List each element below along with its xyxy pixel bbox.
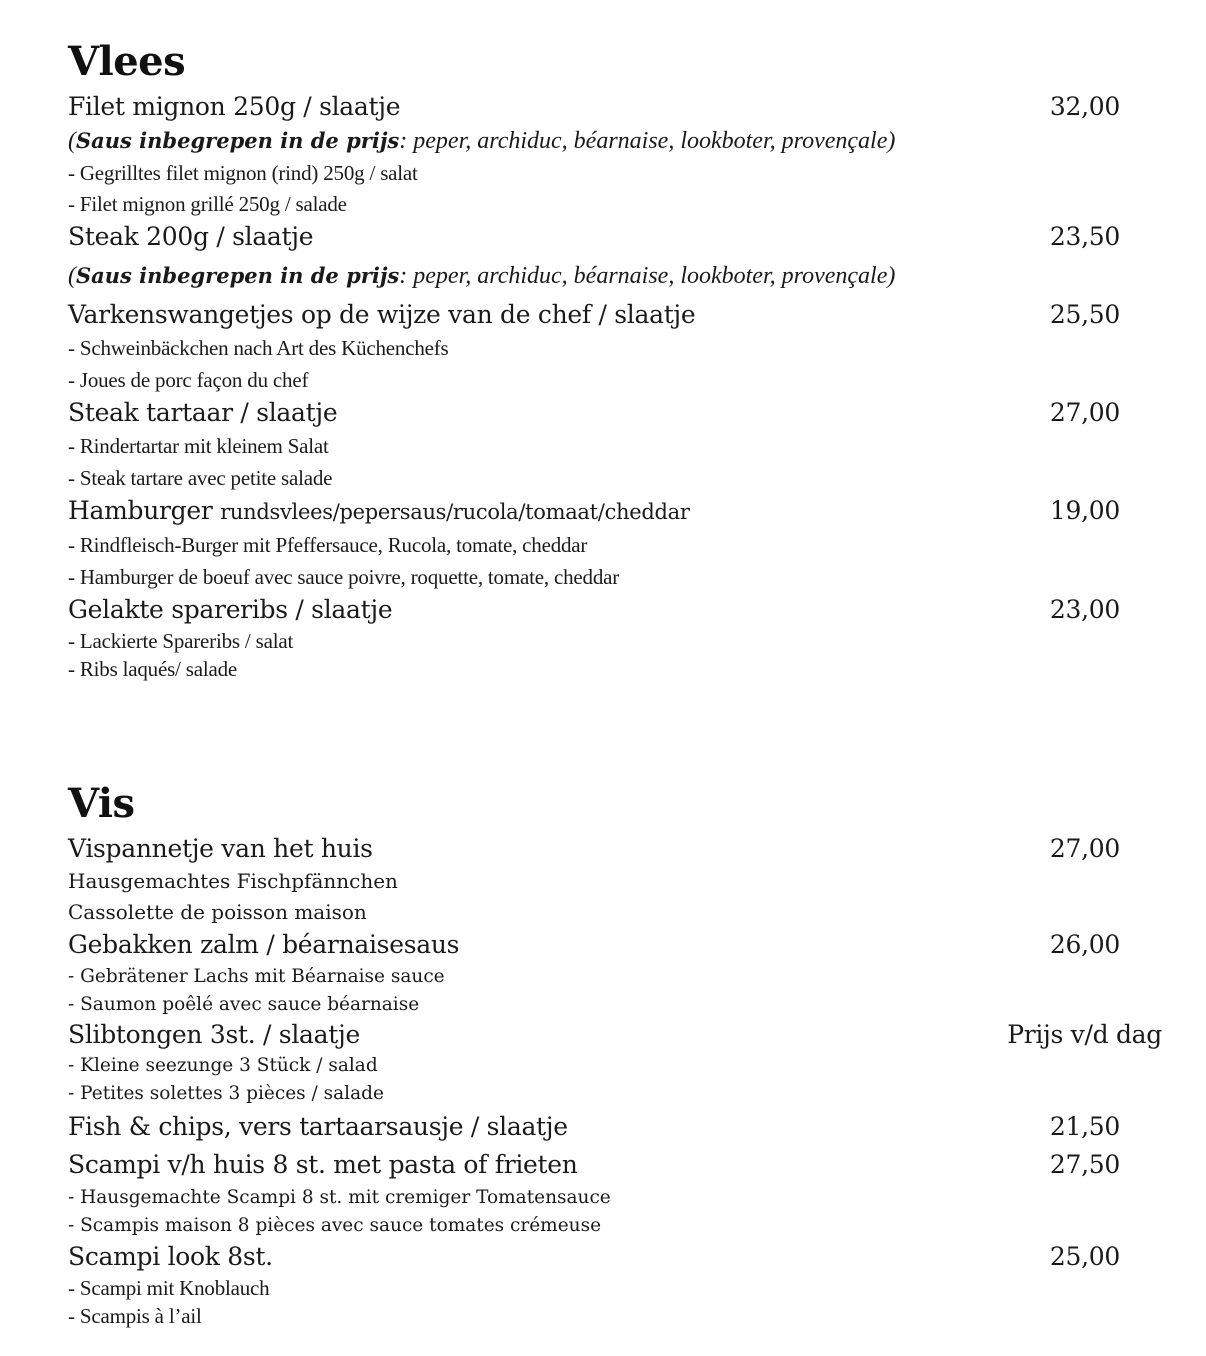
item-name: Scampi look 8st. [68,1242,273,1271]
item-name: Fish & chips, vers tartaarsausje / slaatje [68,1112,568,1141]
menu-item-fish-and-chips [68,1108,1168,1146]
item-name-extra: rundsvlees/pepersaus/rucola/tomaat/cheddar [220,500,690,524]
item-description-de: - Rindertartar mit kleinem Salat [68,434,329,458]
item-description-de: - Gebrätener Lachs mit Béarnaise sauce [68,966,445,987]
menu-item-steak-tartaar [68,396,1168,494]
sauce-label: Saus inbegrepen in de prijs [76,263,400,288]
item-description-fr: - Hamburger de boeuf avec sauce poivre, roquette, tomate, cheddar [68,565,620,589]
menu-item-steak [68,220,1168,298]
item-name: Vispannetje van het huis [68,834,373,863]
item-description-de: - Rindfleisch-Burger mit Pfeffersauce, Rucola, tomate, cheddar [68,533,588,557]
item-name: Steak tartaar / slaatje [68,398,338,427]
menu-item-varkenswangetjes [68,298,1168,396]
menu-item-gebakken-zalm [68,928,1168,1018]
sauce-label: Saus inbegrepen in de prijs [76,128,400,153]
item-price: 27,00 [1049,398,1120,427]
item-price: 27,00 [1049,834,1120,863]
sauce-list: : peper, archiduc, béarnaise, lookboter, provençale) [399,263,896,289]
item-price: 23,00 [1049,595,1120,624]
item-price: Prijs v/d dag [1007,1020,1162,1049]
item-name-main: Hamburger [68,496,213,525]
item-price: 26,00 [1049,930,1120,959]
item-price: 27,50 [1049,1150,1120,1179]
item-description-de: - Scampi mit Knoblauch [68,1276,270,1300]
item-description-fr: - Ribs laqués/ salade [68,657,238,681]
item-name: Gelakte spareribs / slaatje [68,595,393,624]
menu-item-filet-mignon [68,90,1168,220]
item-description-fr: - Filet mignon grillé 250g / salade [68,192,347,216]
section-title-vlees: Vlees [68,38,186,85]
item-description-de: - Hausgemachte Scampi 8 st. mit cremiger Tomatensauce [68,1187,611,1208]
item-description-fr: - Saumon poêlé avec sauce béarnaise [68,994,420,1015]
item-description-de: - Schweinbäckchen nach Art des Küchenchefs [68,336,449,360]
item-price: 25,00 [1049,1242,1120,1271]
item-name: Slibtongen 3st. / slaatje [68,1020,360,1049]
item-description-fr: - Scampis maison 8 pièces avec sauce tomates crémeuse [68,1215,602,1236]
menu-item-slibtongen [68,1018,1168,1108]
item-description-fr: Cassolette de poisson maison [68,900,367,924]
item-name: Gebakken zalm / béarnaisesaus [68,930,460,959]
sauce-list: : peper, archiduc, béarnaise, lookboter, provençale) [399,128,896,154]
item-name: Steak 200g / slaatje [68,222,314,251]
item-price: 32,00 [1049,92,1120,121]
item-price: 23,50 [1049,222,1120,251]
item-description-de: - Gegrilltes filet mignon (rind) 250g / salat [68,161,418,185]
item-description-de: Hausgemachtes Fischpfännchen [68,869,398,893]
item-description-fr: - Petites solettes 3 pièces / salade [68,1083,384,1104]
menu-item-spareribs [68,593,1168,683]
item-description-de: - Kleine seezunge 3 Stück / salad [68,1055,378,1076]
item-description-fr: - Scampis à l’ail [68,1304,202,1328]
sauce-note: (Saus inbegrepen in de prijs: peper, archiduc, béarnaise, lookboter, provençale) [68,263,896,289]
item-name [68,494,1168,529]
menu-item-scampi-huis [68,1146,1168,1240]
item-name: Filet mignon 250g / slaatje [68,92,401,121]
item-name: Scampi v/h huis 8 st. met pasta of frieten [68,1150,578,1179]
menu-item-scampi-look [68,1240,1168,1330]
menu-item-hamburger [68,494,1168,593]
item-description-fr: - Steak tartare avec petite salade [68,466,333,490]
section-vis [68,782,1168,1330]
item-price: 21,50 [1049,1112,1120,1141]
menu-item-vispannetje [68,832,1168,928]
item-description-de: - Lackierte Spareribs / salat [68,629,294,653]
item-description-fr: - Joues de porc façon du chef [68,368,309,392]
section-title-vis: Vis [68,780,135,827]
item-name: Varkenswangetjes op de wijze van de chef / slaatje [68,300,696,329]
section-vlees [68,40,1168,683]
sauce-note: (Saus inbegrepen in de prijs: peper, archiduc, béarnaise, lookboter, provençale) [68,128,896,154]
item-price: 25,50 [1049,300,1120,329]
item-price: 19,00 [1049,496,1120,525]
